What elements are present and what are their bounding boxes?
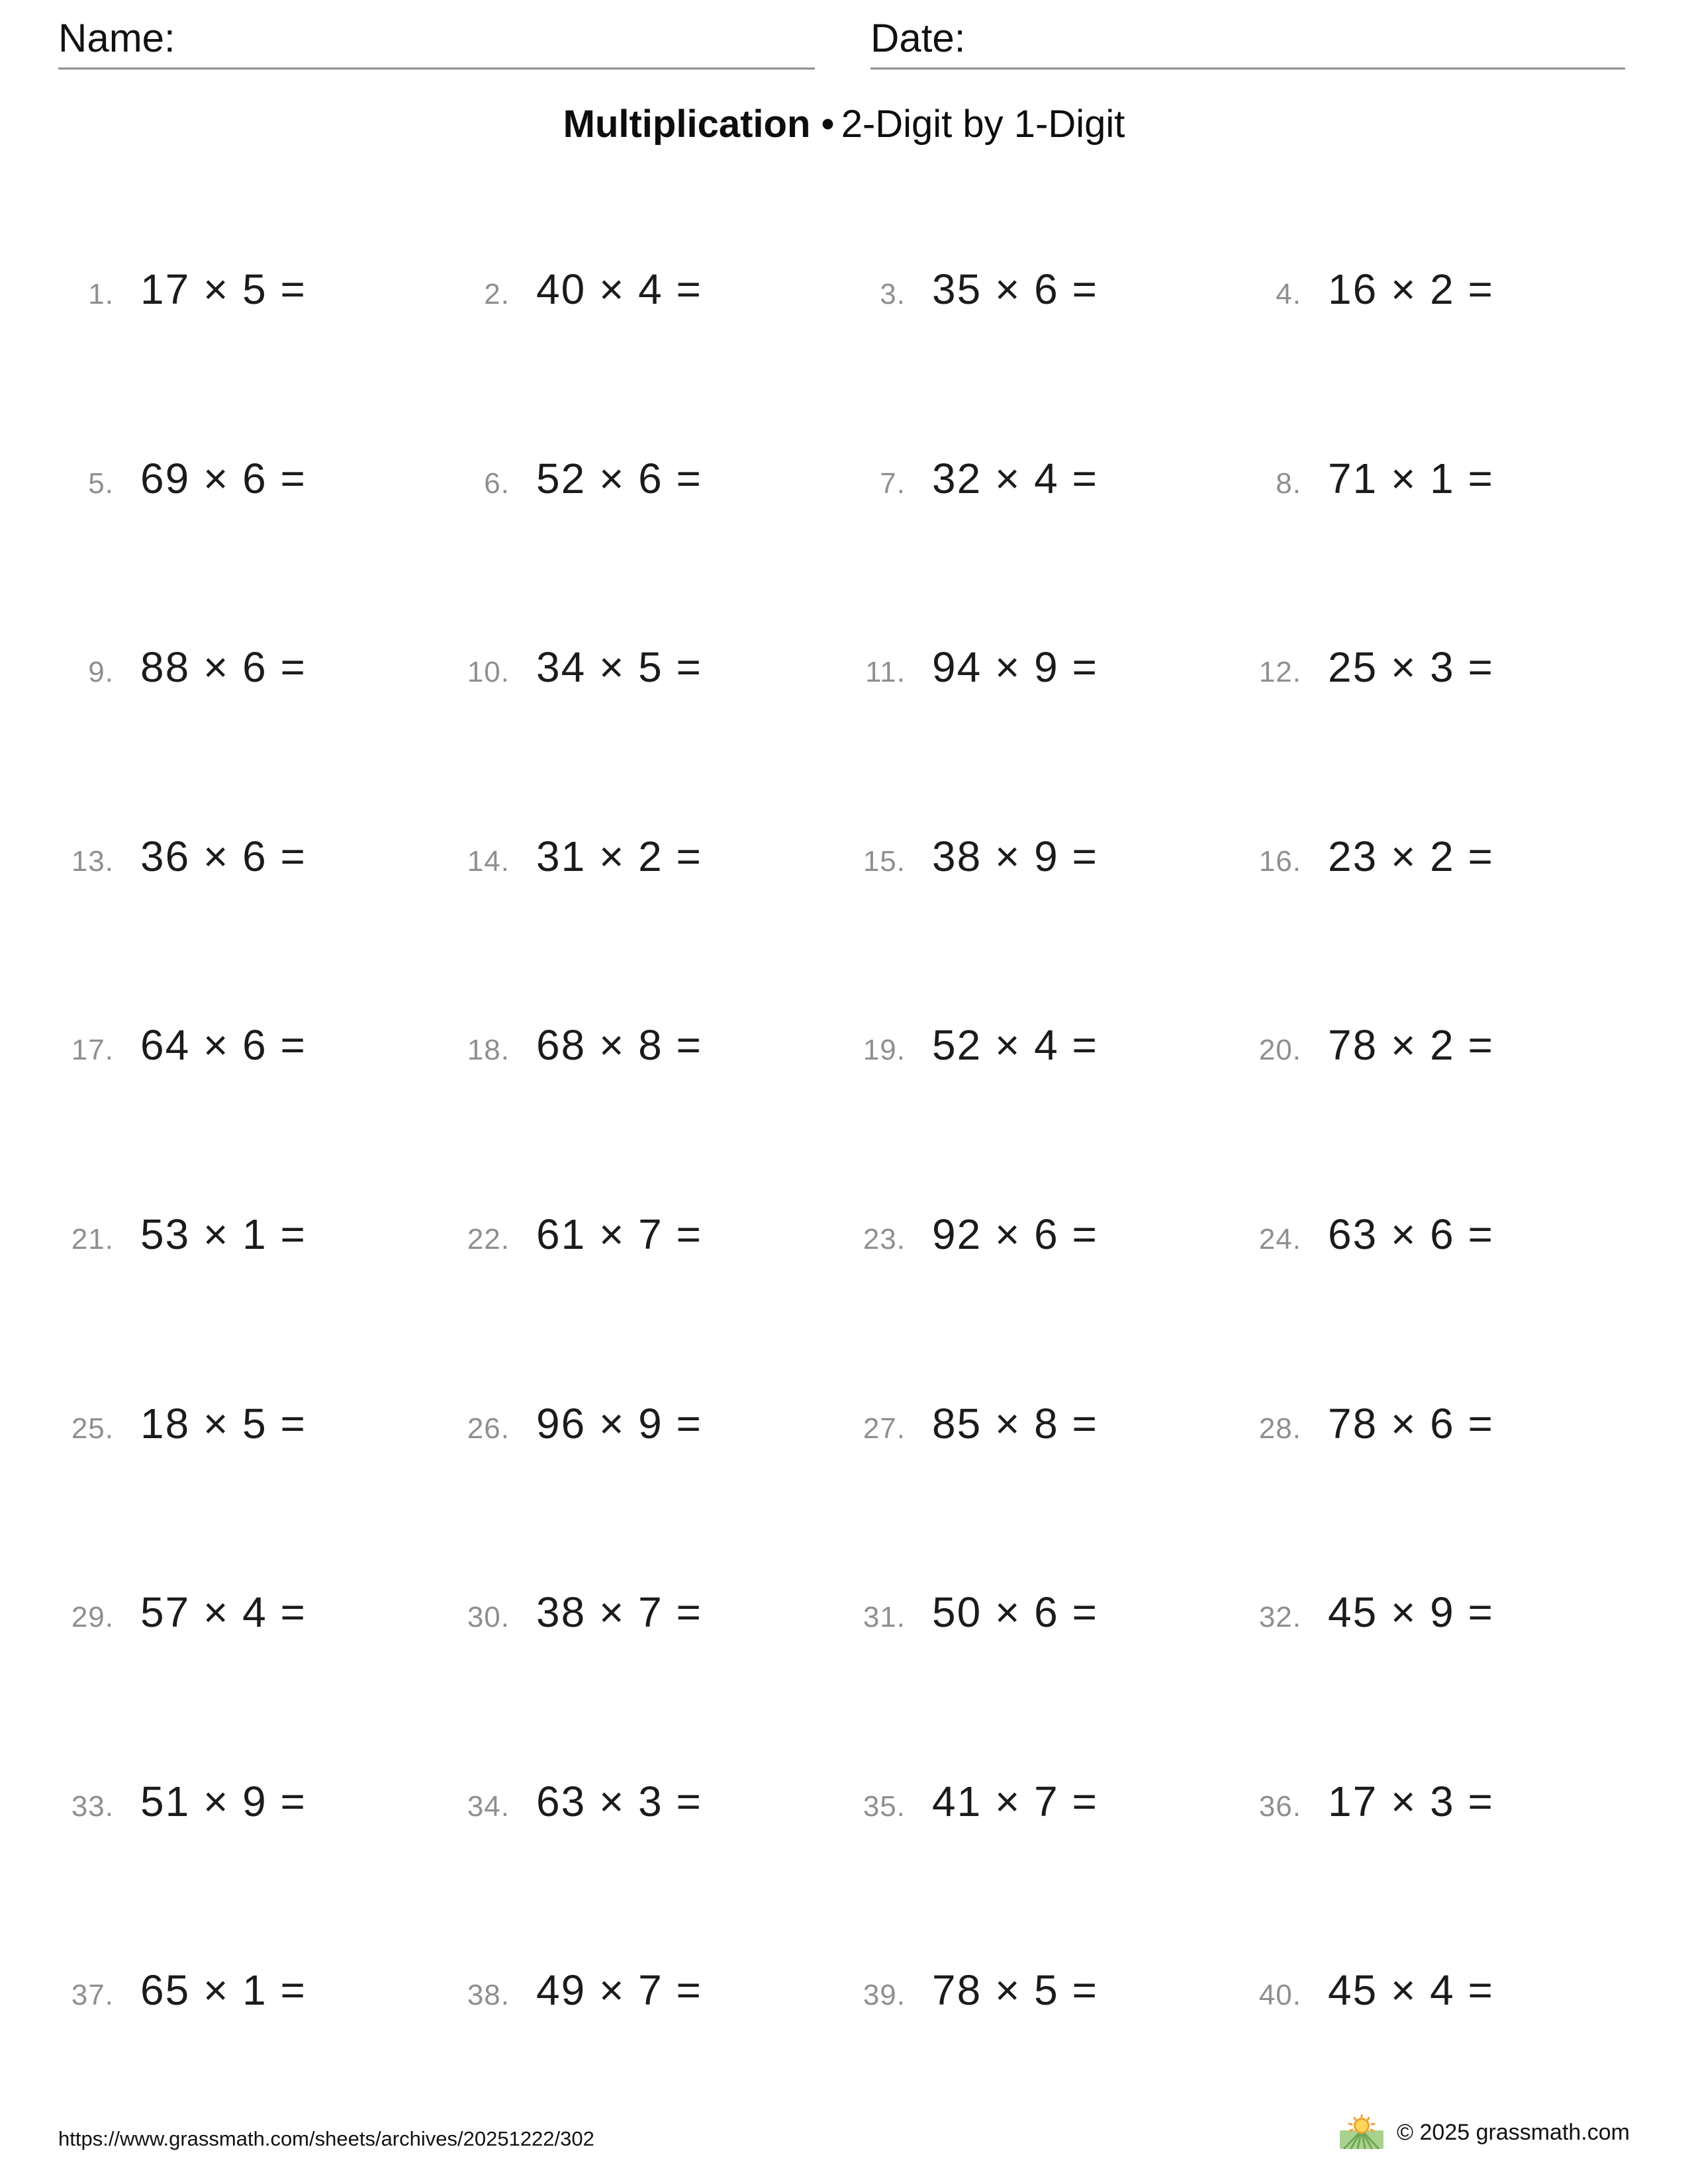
problem-number: 20. <box>1258 1034 1301 1067</box>
problem-number: 15. <box>863 844 906 878</box>
problem-number: 8. <box>1276 467 1301 500</box>
name-label: Name: <box>58 16 175 60</box>
problem-expression: 45 × 9 = <box>1328 1588 1494 1637</box>
problem-item <box>1241 819 1636 1008</box>
sun-over-field-icon <box>1340 2115 1383 2150</box>
problem-number: 17. <box>71 1034 114 1067</box>
problem-item <box>845 1574 1241 1764</box>
problem-number: 38. <box>467 1979 510 2012</box>
problem-item <box>845 1197 1241 1386</box>
problem-expression: 65 × 1 = <box>140 1966 306 2015</box>
problem-item <box>449 629 845 819</box>
problem-item <box>845 1952 1241 2142</box>
problem-expression: 32 × 4 = <box>932 454 1098 502</box>
problem-expression: 88 × 6 = <box>140 643 306 692</box>
problem-expression: 18 × 5 = <box>140 1399 306 1447</box>
problem-number: 10. <box>467 656 510 689</box>
problem-number: 24. <box>1258 1222 1301 1255</box>
problem-expression: 53 × 1 = <box>140 1210 306 1258</box>
footer-url: https://www.grassmath.com/sheets/archives/20251222/302 <box>58 2127 594 2150</box>
problem-expression: 36 × 6 = <box>140 832 306 880</box>
problem-number: 26. <box>467 1412 510 1445</box>
problem-item <box>449 1007 845 1197</box>
problem-item <box>1241 1764 1636 1953</box>
copyright-text: © 2025 grassmath.com <box>1397 2119 1630 2145</box>
title-subtitle: 2-Digit by 1-Digit <box>841 103 1125 146</box>
problem-number: 16. <box>1258 844 1301 878</box>
name-field <box>58 15 815 69</box>
problem-number: 12. <box>1258 656 1301 689</box>
problem-item <box>1241 1574 1636 1764</box>
problem-expression: 38 × 9 = <box>932 832 1098 880</box>
problem-expression: 25 × 3 = <box>1328 643 1494 692</box>
problem-number: 30. <box>467 1601 510 1634</box>
problem-expression: 40 × 4 = <box>536 265 702 313</box>
problem-item <box>53 819 449 1008</box>
problem-item <box>53 629 449 819</box>
problem-expression: 71 × 1 = <box>1328 454 1494 502</box>
problem-item <box>53 1764 449 1953</box>
problem-expression: 38 × 7 = <box>536 1588 702 1637</box>
title-separator: • <box>821 103 835 146</box>
problem-expression: 94 × 9 = <box>932 643 1098 692</box>
problem-item <box>1241 1197 1636 1386</box>
problem-expression: 34 × 5 = <box>536 643 702 692</box>
problem-expression: 52 × 6 = <box>536 454 702 502</box>
problem-item <box>449 1952 845 2142</box>
problem-number: 32. <box>1258 1601 1301 1634</box>
problem-expression: 45 × 4 = <box>1328 1966 1494 2015</box>
problem-number: 4. <box>1276 278 1301 310</box>
problem-item <box>845 251 1241 441</box>
problem-number: 34. <box>467 1790 510 1823</box>
problem-number: 7. <box>880 467 906 500</box>
problem-number: 25. <box>71 1412 114 1445</box>
problem-item <box>53 1197 449 1386</box>
problem-expression: 61 × 7 = <box>536 1210 702 1258</box>
problem-expression: 96 × 9 = <box>536 1399 702 1447</box>
problem-item <box>845 441 1241 630</box>
problem-item <box>53 251 449 441</box>
problem-item <box>53 1952 449 2142</box>
problem-item <box>1241 441 1636 630</box>
problem-item <box>449 1574 845 1764</box>
problem-item <box>1241 1386 1636 1575</box>
problem-number: 40. <box>1258 1979 1301 2012</box>
problem-number: 27. <box>863 1412 906 1445</box>
problem-number: 21. <box>71 1222 114 1255</box>
problem-expression: 31 × 2 = <box>536 832 702 880</box>
problem-number: 37. <box>71 1979 114 2012</box>
problem-item <box>845 1386 1241 1575</box>
date-field <box>870 15 1625 69</box>
problem-expression: 92 × 6 = <box>932 1210 1098 1258</box>
problem-expression: 52 × 4 = <box>932 1021 1098 1069</box>
problem-expression: 78 × 5 = <box>932 1966 1098 2015</box>
problem-number: 6. <box>484 467 510 500</box>
problems-grid <box>53 251 1636 2142</box>
title-main: Multiplication <box>563 103 811 146</box>
problem-item <box>845 1007 1241 1197</box>
problem-number: 11. <box>865 656 906 689</box>
problem-number: 22. <box>467 1222 510 1255</box>
problem-expression: 35 × 6 = <box>932 265 1098 313</box>
problem-expression: 16 × 2 = <box>1328 265 1494 313</box>
problem-item <box>845 819 1241 1008</box>
problem-number: 14. <box>467 844 510 878</box>
problem-item <box>449 819 845 1008</box>
problem-number: 18. <box>467 1034 510 1067</box>
problem-expression: 17 × 3 = <box>1328 1777 1494 1825</box>
problem-item <box>53 441 449 630</box>
problem-item <box>449 251 845 441</box>
problem-expression: 78 × 6 = <box>1328 1399 1494 1447</box>
problem-item <box>53 1574 449 1764</box>
problem-number: 28. <box>1258 1412 1301 1445</box>
problem-expression: 49 × 7 = <box>536 1966 702 2015</box>
problem-expression: 69 × 6 = <box>140 454 306 502</box>
date-label: Date: <box>870 16 966 60</box>
problem-expression: 23 × 2 = <box>1328 832 1494 880</box>
problem-number: 23. <box>863 1222 906 1255</box>
problem-number: 19. <box>863 1034 906 1067</box>
problem-item <box>449 441 845 630</box>
problem-item <box>845 629 1241 819</box>
footer-branding <box>1340 2113 1630 2152</box>
problem-number: 31. <box>863 1601 906 1634</box>
problem-expression: 50 × 6 = <box>932 1588 1098 1637</box>
problem-item <box>1241 1007 1636 1197</box>
problem-item <box>53 1007 449 1197</box>
problem-number: 13. <box>71 844 114 878</box>
problem-number: 39. <box>863 1979 906 2012</box>
problem-number: 5. <box>88 467 114 500</box>
problem-number: 1. <box>88 278 114 310</box>
problem-item <box>1241 629 1636 819</box>
problem-number: 35. <box>863 1790 906 1823</box>
problem-expression: 63 × 3 = <box>536 1777 702 1825</box>
problem-number: 3. <box>880 278 906 310</box>
problem-expression: 17 × 5 = <box>140 265 306 313</box>
problem-number: 9. <box>88 656 114 689</box>
problem-item <box>449 1764 845 1953</box>
problem-item <box>1241 251 1636 441</box>
problem-expression: 63 × 6 = <box>1328 1210 1494 1258</box>
problem-number: 29. <box>71 1601 114 1634</box>
problem-number: 2. <box>484 278 510 310</box>
problem-expression: 68 × 8 = <box>536 1021 702 1069</box>
problem-expression: 85 × 8 = <box>932 1399 1098 1447</box>
problem-expression: 51 × 9 = <box>140 1777 306 1825</box>
problem-expression: 57 × 4 = <box>140 1588 306 1637</box>
problem-expression: 78 × 2 = <box>1328 1021 1494 1069</box>
page-title <box>0 103 1688 146</box>
problem-item <box>449 1386 845 1575</box>
problem-item <box>845 1764 1241 1953</box>
problem-expression: 64 × 6 = <box>140 1021 306 1069</box>
problem-number: 33. <box>71 1790 114 1823</box>
problem-item <box>53 1386 449 1575</box>
problem-expression: 41 × 7 = <box>932 1777 1098 1825</box>
problem-item <box>449 1197 845 1386</box>
problem-number: 36. <box>1258 1790 1301 1823</box>
